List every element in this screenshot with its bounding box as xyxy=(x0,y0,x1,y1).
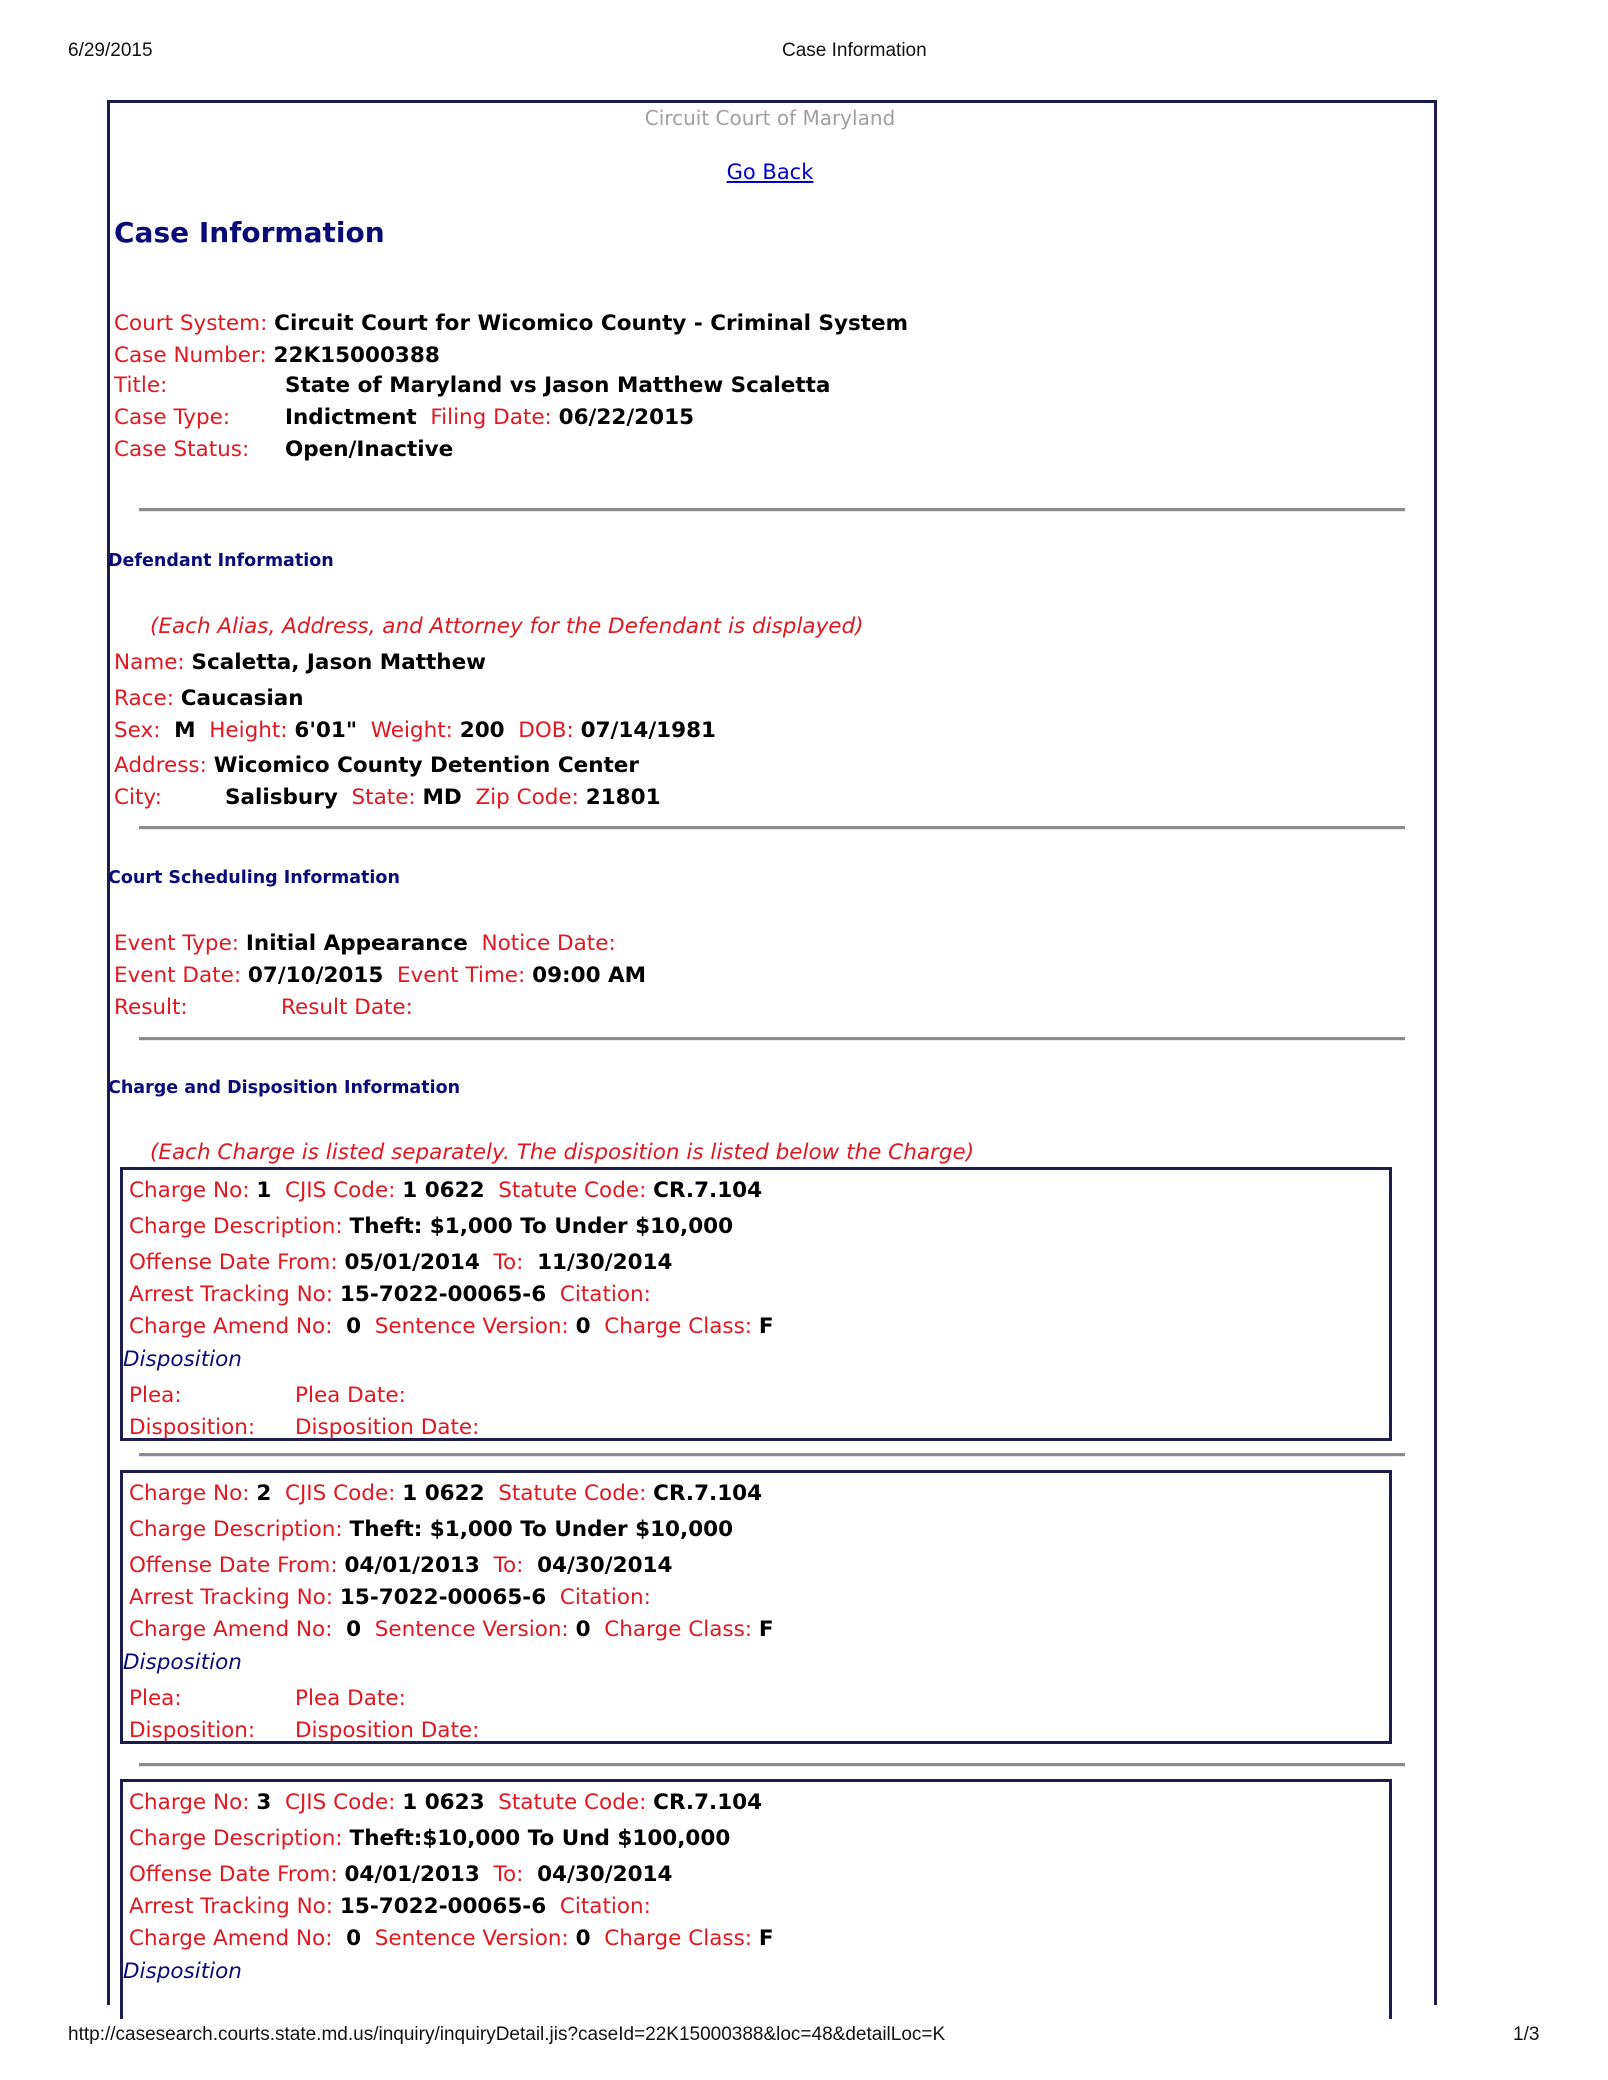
sex-label: Sex: xyxy=(114,718,161,743)
offense-to-value: 04/30/2014 xyxy=(537,1862,673,1887)
citation-label: Citation: xyxy=(559,1894,651,1919)
case-number-label: Case Number: xyxy=(114,343,267,368)
offense-to-value: 11/30/2014 xyxy=(537,1250,673,1275)
plea-date-label: Plea Date: xyxy=(295,1383,406,1408)
plea-date-label: Plea Date: xyxy=(295,1686,406,1711)
charge-class-label: Charge Class: xyxy=(604,1617,753,1642)
name-value: Scaletta, Jason Matthew xyxy=(191,650,487,675)
arrest-tracking-value: 15-7022-00065-6 xyxy=(339,1585,547,1610)
charge-description-value: Theft: $1,000 To Under $10,000 xyxy=(349,1214,734,1239)
height-value: 6'01" xyxy=(294,718,358,743)
charge-no-value: 2 xyxy=(256,1481,272,1506)
disposition-label: Disposition: xyxy=(129,1718,256,1743)
amend-no-label: Charge Amend No: xyxy=(129,1926,333,1951)
court-name: Circuit Court of Maryland xyxy=(644,106,896,130)
offense-from-label: Offense Date From: xyxy=(129,1862,338,1887)
notice-date-label: Notice Date: xyxy=(481,931,616,956)
charge-no-value: 3 xyxy=(256,1790,272,1815)
case-type-label: Case Type: xyxy=(114,405,231,430)
disposition-heading: Disposition xyxy=(123,1650,242,1675)
disposition-date-label: Disposition Date: xyxy=(295,1718,480,1743)
charge-no-value: 1 xyxy=(256,1178,272,1203)
go-back-link[interactable]: Go Back xyxy=(726,160,814,184)
physical-row xyxy=(114,718,716,744)
divider xyxy=(139,1763,1405,1767)
dob-label: DOB: xyxy=(518,718,574,743)
disposition-date-label: Disposition Date: xyxy=(295,1415,480,1440)
offense-from-value: 04/01/2013 xyxy=(344,1862,480,1887)
charge-box xyxy=(120,1167,1392,1441)
case-status-row xyxy=(114,437,454,463)
zip-label: Zip Code: xyxy=(475,785,579,810)
cjis-code-label: CJIS Code: xyxy=(284,1481,396,1506)
event-time-label: Event Time: xyxy=(396,963,526,988)
divider xyxy=(139,1037,1405,1041)
cjis-code-value: 1 0622 xyxy=(402,1178,485,1203)
address-label: Address: xyxy=(114,753,207,778)
statute-code-label: Statute Code: xyxy=(498,1178,647,1203)
sex-value: M xyxy=(174,718,196,743)
filing-date-label: Filing Date: xyxy=(430,405,552,430)
cjis-code-label: CJIS Code: xyxy=(284,1790,396,1815)
name-label: Name: xyxy=(114,650,185,675)
plea-label: Plea: xyxy=(129,1383,182,1408)
disposition-label: Disposition: xyxy=(129,1415,256,1440)
offense-to-value: 04/30/2014 xyxy=(537,1553,673,1578)
event-date-row xyxy=(114,963,646,989)
case-type-row xyxy=(114,405,695,431)
case-status-label: Case Status: xyxy=(114,437,250,462)
print-page-number: 1/3 xyxy=(1513,2024,1540,2045)
offense-to-label: To: xyxy=(493,1862,524,1887)
charge-class-value: F xyxy=(758,1314,774,1339)
charges-heading: Charge and Disposition Information xyxy=(108,1078,461,1098)
result-row xyxy=(114,995,413,1021)
charges-note: (Each Charge is listed separately. The disposition is listed below the Charge) xyxy=(150,1140,975,1165)
title-label: Title: xyxy=(114,373,168,398)
zip-value: 21801 xyxy=(585,785,661,810)
race-row xyxy=(114,686,304,712)
charge-description-label: Charge Description: xyxy=(129,1214,343,1239)
race-value: Caucasian xyxy=(180,686,304,711)
sentence-version-value: 0 xyxy=(575,1926,591,1951)
offense-from-value: 05/01/2014 xyxy=(344,1250,480,1275)
court-system-row xyxy=(114,311,908,337)
charge-class-label: Charge Class: xyxy=(604,1314,753,1339)
divider xyxy=(139,826,1405,830)
defendant-note: (Each Alias, Address, and Attorney for the Defendant is displayed) xyxy=(150,614,864,639)
citation-label: Citation: xyxy=(559,1282,651,1307)
offense-from-label: Offense Date From: xyxy=(129,1553,338,1578)
cjis-code-label: CJIS Code: xyxy=(284,1178,396,1203)
amend-no-value: 0 xyxy=(346,1926,362,1951)
defendant-heading: Defendant Information xyxy=(108,551,334,571)
charge-no-label: Charge No: xyxy=(129,1790,250,1815)
case-type-value: Indictment xyxy=(285,405,417,430)
weight-value: 200 xyxy=(459,718,505,743)
city-value: Salisbury xyxy=(225,785,338,810)
print-date: 6/29/2015 xyxy=(68,40,153,61)
filing-date-value: 06/22/2015 xyxy=(558,405,695,430)
event-date-label: Event Date: xyxy=(114,963,242,988)
event-date-value: 07/10/2015 xyxy=(247,963,384,988)
event-type-label: Event Type: xyxy=(114,931,240,956)
name-row xyxy=(114,650,486,676)
sentence-version-value: 0 xyxy=(575,1314,591,1339)
race-label: Race: xyxy=(114,686,174,711)
charge-class-label: Charge Class: xyxy=(604,1926,753,1951)
disposition-heading: Disposition xyxy=(123,1959,242,1984)
state-label: State: xyxy=(351,785,416,810)
state-value: MD xyxy=(422,785,462,810)
arrest-tracking-value: 15-7022-00065-6 xyxy=(339,1894,547,1919)
arrest-tracking-label: Arrest Tracking No: xyxy=(129,1585,334,1610)
sentence-version-label: Sentence Version: xyxy=(374,1314,569,1339)
amend-no-value: 0 xyxy=(346,1617,362,1642)
cjis-code-value: 1 0622 xyxy=(402,1481,485,1506)
charge-no-label: Charge No: xyxy=(129,1481,250,1506)
charge-description-label: Charge Description: xyxy=(129,1517,343,1542)
scheduling-heading: Court Scheduling Information xyxy=(108,868,400,888)
charge-no-label: Charge No: xyxy=(129,1178,250,1203)
arrest-tracking-label: Arrest Tracking No: xyxy=(129,1894,334,1919)
amend-no-label: Charge Amend No: xyxy=(129,1314,333,1339)
page-title: Case Information xyxy=(114,216,385,249)
sentence-version-label: Sentence Version: xyxy=(374,1926,569,1951)
charge-box xyxy=(120,1470,1392,1744)
charge-class-value: F xyxy=(758,1617,774,1642)
offense-to-label: To: xyxy=(493,1250,524,1275)
height-label: Height: xyxy=(209,718,288,743)
city-row xyxy=(114,785,661,811)
statute-code-value: CR.7.104 xyxy=(653,1481,763,1506)
charge-description-value: Theft:$10,000 To Und $100,000 xyxy=(349,1826,731,1851)
divider xyxy=(139,1453,1405,1457)
charge-box xyxy=(120,1779,1392,2019)
charge-class-value: F xyxy=(758,1926,774,1951)
title-value: State of Maryland vs Jason Matthew Scaletta xyxy=(285,373,831,398)
charge-description-label: Charge Description: xyxy=(129,1826,343,1851)
offense-from-label: Offense Date From: xyxy=(129,1250,338,1275)
divider xyxy=(139,508,1405,512)
print-title: Case Information xyxy=(782,40,927,61)
title-row xyxy=(114,373,831,399)
case-number-value: 22K15000388 xyxy=(273,343,440,368)
amend-no-value: 0 xyxy=(346,1314,362,1339)
event-time-value: 09:00 AM xyxy=(532,963,647,988)
statute-code-label: Statute Code: xyxy=(498,1790,647,1815)
arrest-tracking-value: 15-7022-00065-6 xyxy=(339,1282,547,1307)
disposition-heading: Disposition xyxy=(123,1347,242,1372)
citation-label: Citation: xyxy=(559,1585,651,1610)
charge-description-value: Theft: $1,000 To Under $10,000 xyxy=(349,1517,734,1542)
event-type-row xyxy=(114,931,616,957)
sentence-version-label: Sentence Version: xyxy=(374,1617,569,1642)
statute-code-value: CR.7.104 xyxy=(653,1790,763,1815)
arrest-tracking-label: Arrest Tracking No: xyxy=(129,1282,334,1307)
case-number-row xyxy=(114,343,440,369)
address-value: Wicomico County Detention Center xyxy=(213,753,639,778)
result-date-label: Result Date: xyxy=(281,995,413,1020)
dob-value: 07/14/1981 xyxy=(580,718,717,743)
statute-code-value: CR.7.104 xyxy=(653,1178,763,1203)
print-url: http://casesearch.courts.state.md.us/inquiry/inquiryDetail.jis?caseId=22K15000388&loc=48&detailLoc=K xyxy=(68,2024,946,2045)
court-system-label: Court System: xyxy=(114,311,268,336)
event-type-value: Initial Appearance xyxy=(245,931,468,956)
city-label: City: xyxy=(114,785,162,810)
court-system-value: Circuit Court for Wicomico County - Criminal System xyxy=(274,311,909,336)
weight-label: Weight: xyxy=(370,718,453,743)
case-status-value: Open/Inactive xyxy=(285,437,454,462)
plea-label: Plea: xyxy=(129,1686,182,1711)
statute-code-label: Statute Code: xyxy=(498,1481,647,1506)
sentence-version-value: 0 xyxy=(575,1617,591,1642)
address-row xyxy=(114,753,639,779)
amend-no-label: Charge Amend No: xyxy=(129,1617,333,1642)
cjis-code-value: 1 0623 xyxy=(402,1790,485,1815)
result-label: Result: xyxy=(114,995,188,1020)
offense-from-value: 04/01/2013 xyxy=(344,1553,480,1578)
offense-to-label: To: xyxy=(493,1553,524,1578)
